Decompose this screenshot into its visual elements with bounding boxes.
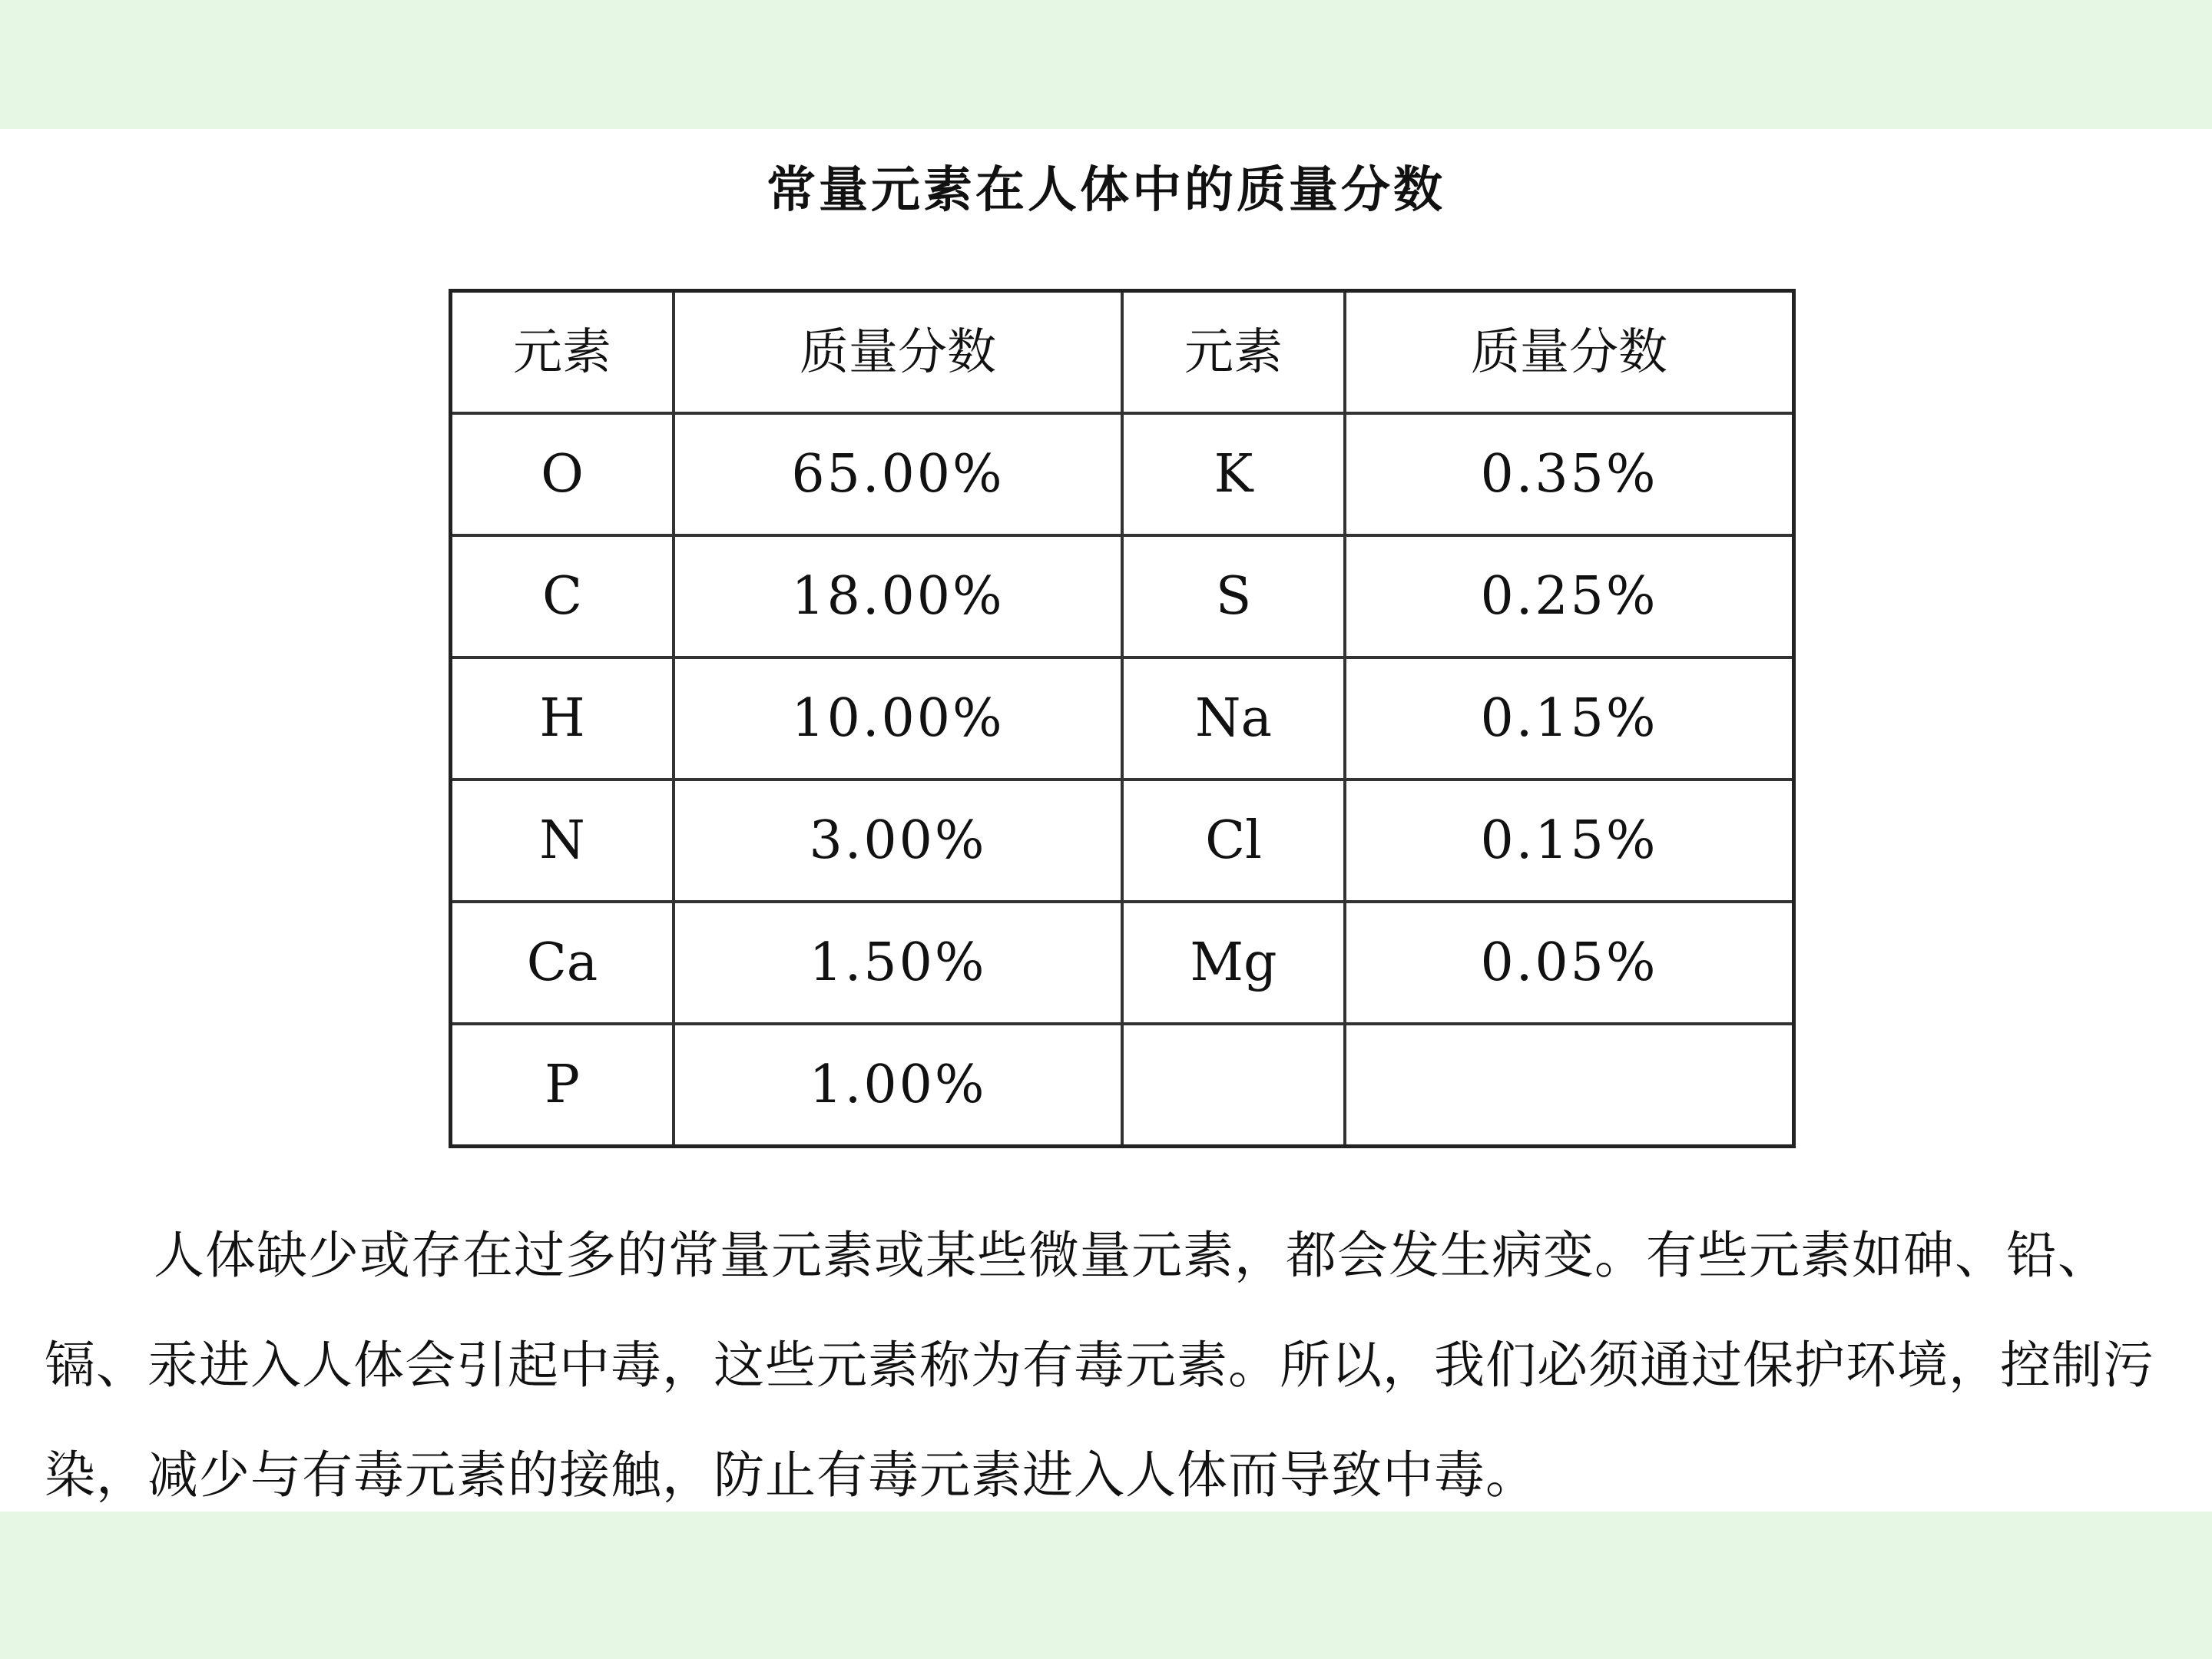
mass-fraction-cell: 1.00% <box>674 1024 1122 1147</box>
table-row <box>451 657 1794 780</box>
element-cell: Cl <box>1122 780 1345 902</box>
top-band <box>0 0 2212 129</box>
mass-fraction-cell-empty <box>1345 1024 1794 1147</box>
mass-fraction-cell: 0.15% <box>1345 657 1794 780</box>
mass-fraction-cell: 1.50% <box>674 902 1122 1024</box>
element-cell: Na <box>1122 657 1345 780</box>
element-cell: Mg <box>1122 902 1345 1024</box>
page-title: 常量元素在人体中的质量分数 <box>767 162 1445 219</box>
header-mass-fraction-2: 质量分数 <box>1345 291 1794 414</box>
paragraph-text: 人体缺少或存在过多的常量元素或某些微量元素，都会发生病变。有些元素如砷、铅、镉、汞进入人体会引起中毒，这些元素称为有毒元素。所以，我们必须通过保护环境，控制污染，减少与有毒元素的接触，防止有毒元素进入人体而导致中毒。 <box>45 1226 2154 1505</box>
element-mass-table <box>449 289 1796 1148</box>
element-cell: N <box>451 780 674 902</box>
element-cell: O <box>451 413 674 535</box>
table-row <box>451 780 1794 902</box>
bottom-band <box>0 1512 2212 1659</box>
header-element-1: 元素 <box>451 291 674 414</box>
table-row <box>451 1024 1794 1147</box>
mass-fraction-cell: 0.05% <box>1345 902 1794 1024</box>
element-cell: S <box>1122 535 1345 657</box>
header-element-2: 元素 <box>1122 291 1345 414</box>
document-page <box>0 129 2212 1512</box>
element-cell: C <box>451 535 674 657</box>
element-cell: P <box>451 1024 674 1147</box>
mass-fraction-cell: 65.00% <box>674 413 1122 535</box>
table-header-row <box>451 291 1794 414</box>
header-mass-fraction-1: 质量分数 <box>674 291 1122 414</box>
mass-fraction-cell: 3.00% <box>674 780 1122 902</box>
mass-fraction-cell: 0.25% <box>1345 535 1794 657</box>
mass-fraction-cell: 10.00% <box>674 657 1122 780</box>
table-row <box>451 902 1794 1024</box>
mass-fraction-cell: 18.00% <box>674 535 1122 657</box>
element-cell: K <box>1122 413 1345 535</box>
element-cell: H <box>451 657 674 780</box>
table-row <box>451 535 1794 657</box>
table-row <box>451 413 1794 535</box>
element-cell: Ca <box>451 902 674 1024</box>
mass-fraction-cell: 0.35% <box>1345 413 1794 535</box>
element-cell-empty <box>1122 1024 1345 1147</box>
mass-fraction-cell: 0.15% <box>1345 780 1794 902</box>
body-paragraph <box>45 1200 2203 1530</box>
